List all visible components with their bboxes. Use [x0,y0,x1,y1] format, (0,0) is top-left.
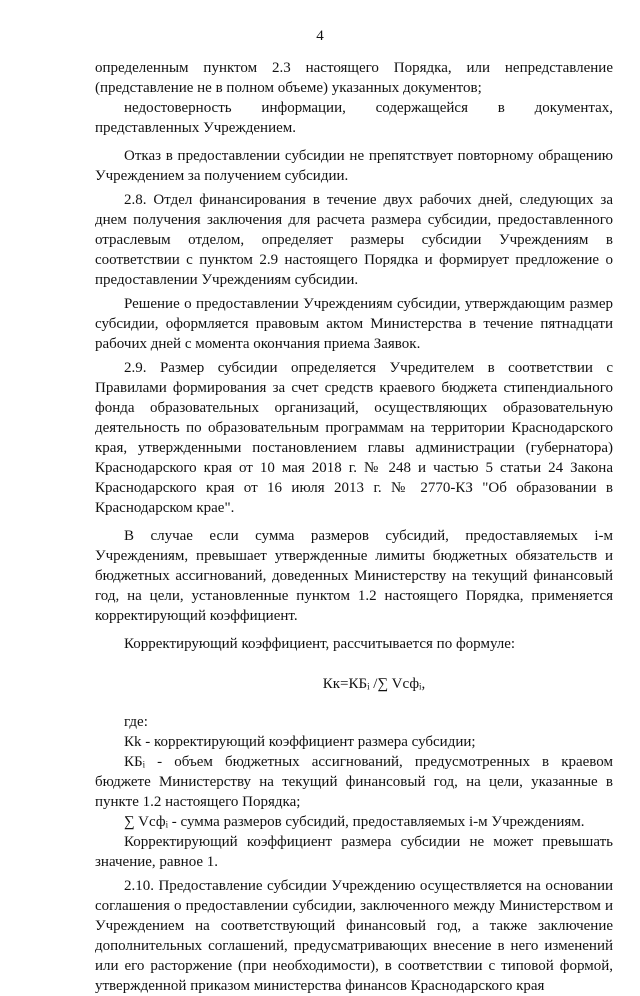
paragraph: Кk - корректирующий коэффициент размера субсидии; [124,734,476,750]
paragraph: Отказ в предоставлении субсидии не препятствует повторному обращению Учреждением за получением субсидии. [95,148,613,184]
paragraph: Корректирующий коэффициент размера субсидии не может превышать значение, равное 1. [95,834,613,870]
paragraph: где: [124,714,148,730]
page-number: 4 [316,28,324,44]
paragraph-2-10: 2.10. Предоставление субсидии Учреждению осуществляется на основании соглашения о предоставлении субсидии, заключенного между Министерством и Учреждением на соответствующий финансовый год, а также заключение дополнительных соглашений, предусматривающих внесение в него изменений или его расторжение (при необходимости), в соответствии с типовой формой, утвержденной приказом министерства финансов Краснодарского края [95,878,613,994]
paragraph: ∑ Vсфᵢ - сумма размеров субсидий, предоставляемых i-м Учреждениям. [124,814,585,830]
paragraph: определенным пунктом 2.3 настоящего Порядка, или непредставление (представление не в полном объеме) указанных документов; [95,60,613,96]
paragraph: В случае если сумма размеров субсидий, предоставляемых i-м Учреждениям, превышает утвержденные лимиты бюджетных обязательств и бюджетных ассигнований, доведенных Министерству на текущий финансовый год, на цели, установленные пунктом 1.2 настоящего Порядка, применяется корректирующий коэффициент. [95,528,613,624]
paragraph: КБᵢ - объем бюджетных ассигнований, предусмотренных в краевом бюджете Министерству на текущий финансовый год, на цели, указанные в пункте 1.2 настоящего Порядка; [95,754,613,810]
paragraph: Решение о предоставлении Учреждениям субсидии, утверждающим размер субсидии, оформляется правовым актом Министерства в течение пятнадцати рабочих дней с момента окончания приема Заявок. [95,296,613,352]
document-body [95,58,613,996]
paragraph: недостоверность информации, содержащейся в документах, представленных Учреждением. [95,100,613,136]
paragraph: Корректирующий коэффициент, рассчитывается по формуле: [124,636,516,652]
formula: Кк=КБᵢ /∑ Vсфᵢ, [322,676,426,692]
paragraph-2-8: 2.8. Отдел финансирования в течение двух рабочих дней, следующих за днем получения заключения для расчета размера субсидии, предоставленного отраслевым отделом, определяет размеры субсидии Учреждениям в соответствии с пунктом 2.9 настоящего Порядка и формирует предложение о предоставлении Учреждениям субсидии. [95,192,613,288]
paragraph-2-9: 2.9. Размер субсидии определяется Учредителем в соответствии с Правилами формирования за счет средств краевого бюджета стипендиального фонда образовательных организаций, осуществляющих образовательную деятельность по образовательным программам на территории Краснодарского края, утвержденными постановлением главы администрации (губернатора) Краснодарского края от 10 мая 2018 г. № 248 и частью 5 статьи 24 Закона Краснодарского края от 16 июля 2013 г. № 2770-КЗ "Об образовании в Краснодарском крае". [95,360,613,516]
